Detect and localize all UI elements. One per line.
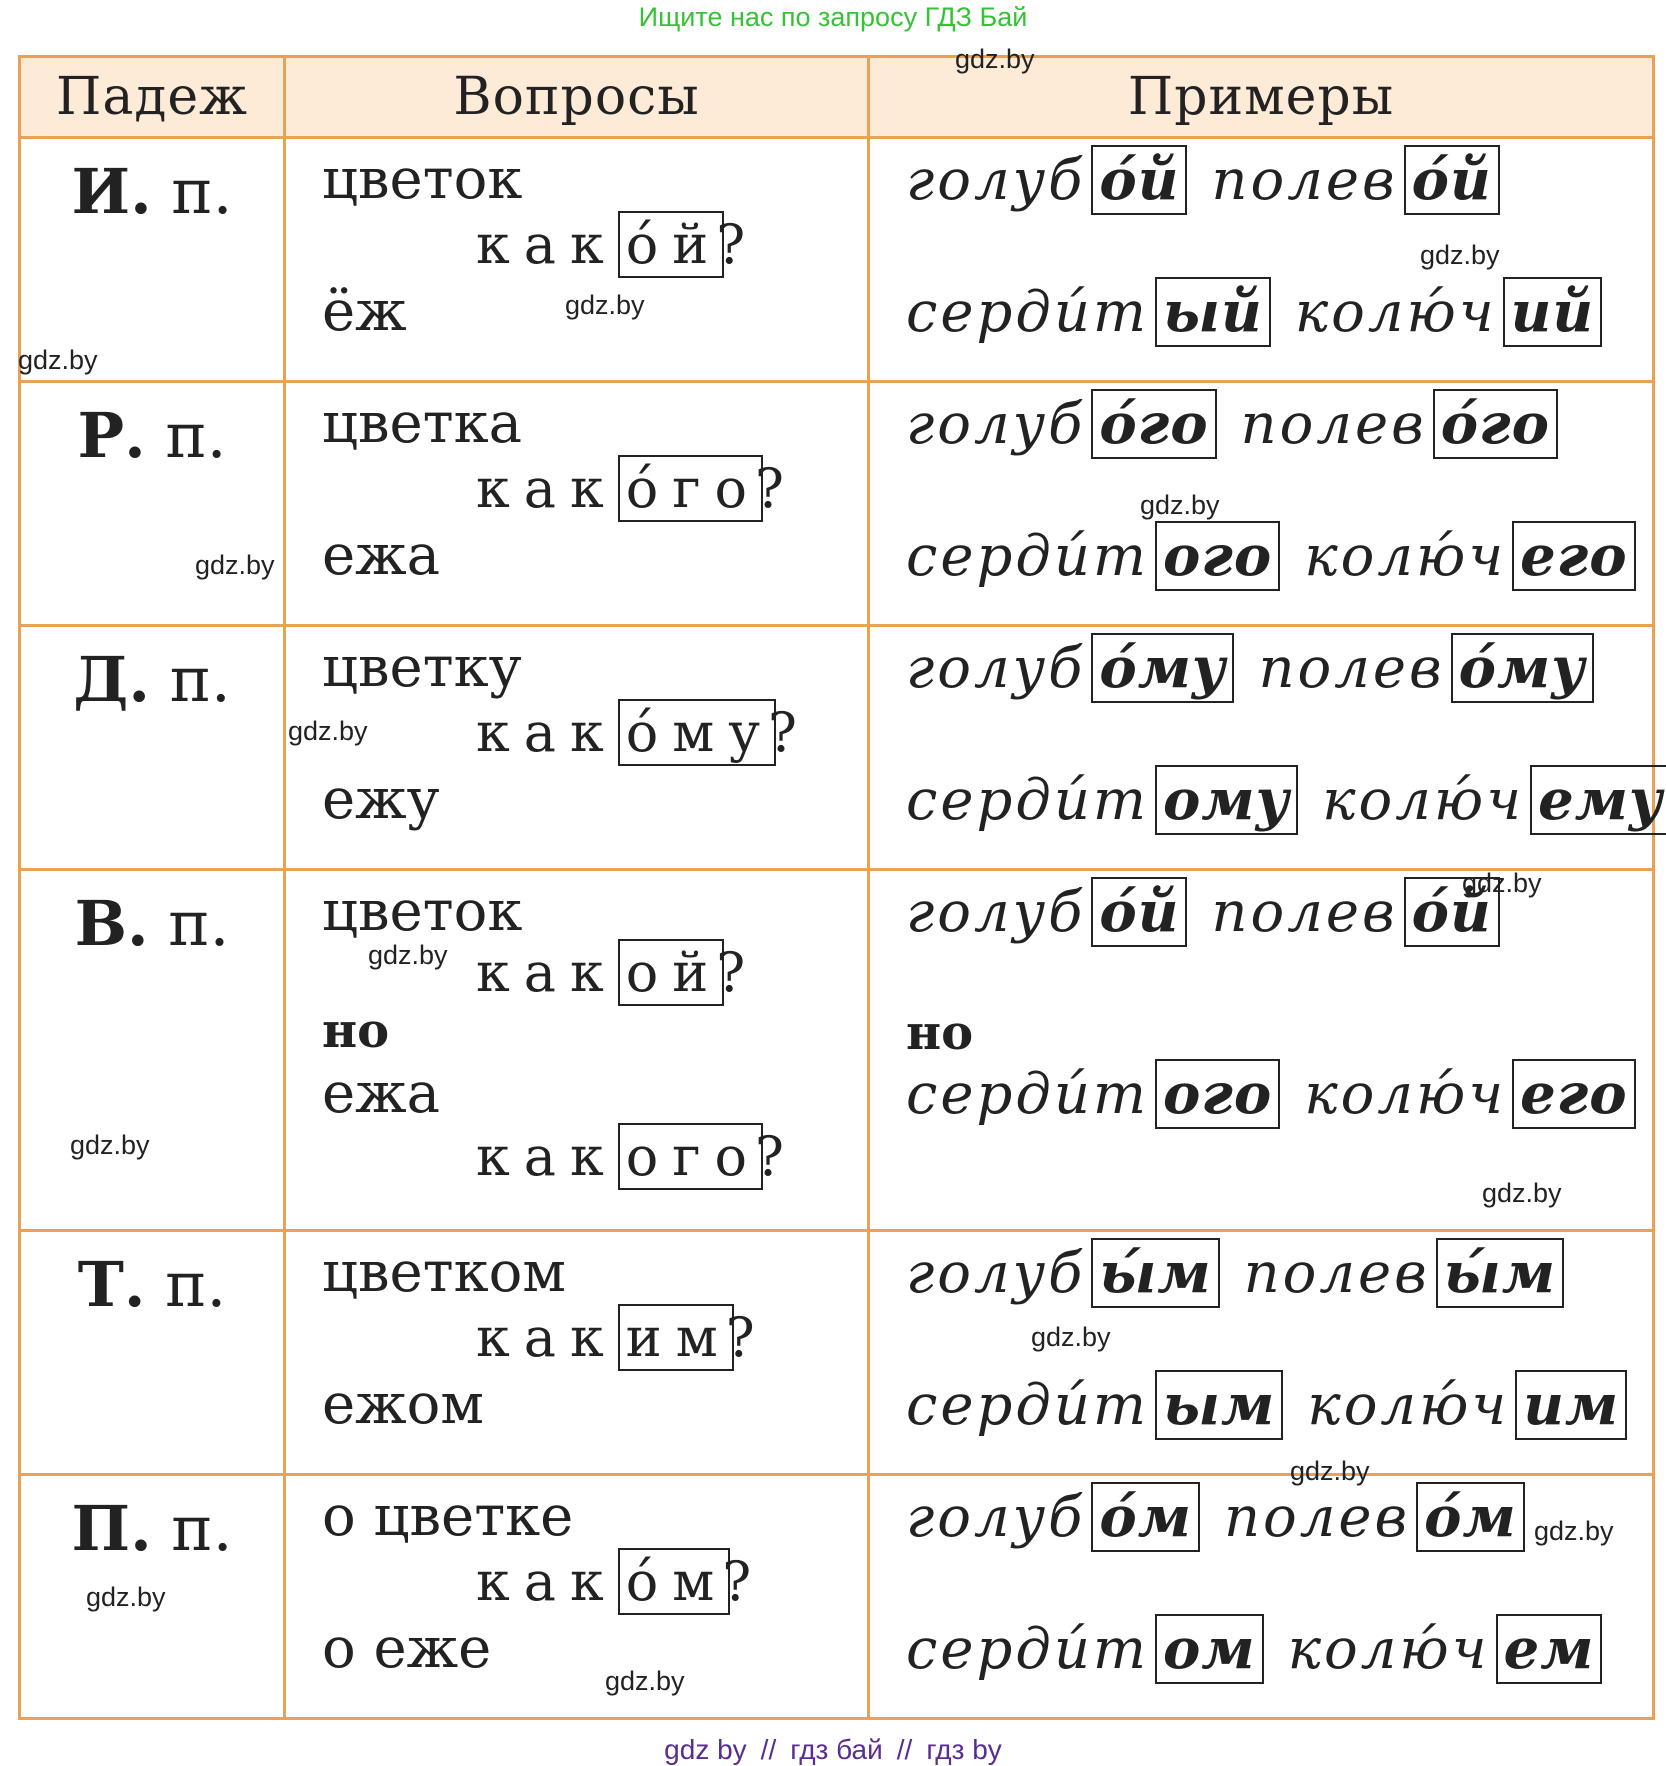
ending-box: ему [1530,765,1666,835]
case-abbr: п. [171,155,233,228]
question-word: ёж [322,279,407,344]
ending-box: о́м [618,1548,731,1615]
questions-cell [285,382,869,626]
ending-box: о́му [1091,633,1234,703]
example-stem: колю́ч [1287,1617,1490,1682]
example-stem: полев [1223,1485,1411,1550]
example-stem: серди́т [906,1373,1150,1438]
example-stem: серди́т [906,280,1150,345]
bottom-banner [0,1734,1666,1766]
header-case: Падеж [20,57,285,138]
ending-box: им [618,1304,734,1371]
question-mark: ? [722,1550,752,1613]
ending-box: им [1515,1370,1627,1440]
question-word: цветок [322,147,523,212]
watermark: gdz.by [1290,1456,1370,1486]
watermark: gdz.by [368,940,448,970]
watermark: gdz.by [955,44,1035,74]
ending-box: ого [1155,521,1280,591]
example-stem: серди́т [906,524,1150,589]
question-word: ежу [322,767,440,832]
separator: // [760,1734,777,1765]
question-ask [476,941,745,1004]
header-row [20,57,1654,138]
example-stem: колю́ч [1307,1373,1510,1438]
case-letter: И. [71,155,152,228]
question-ask [476,701,797,764]
question-word: цветком [322,1240,566,1305]
separator: // [896,1734,913,1765]
questions-cell [285,138,869,382]
example-stem: серди́т [906,768,1150,833]
example-stem: серди́т [906,1062,1150,1127]
watermark: gdz.by [1534,1516,1614,1546]
ending-box: о́й [1404,145,1500,215]
examples-cell [869,870,1654,1231]
header-examples: Примеры [869,57,1654,138]
ending-box: о́м [1416,1482,1525,1552]
ending-box: ий [1503,277,1602,347]
watermark: gdz.by [86,1582,166,1612]
example-stem: полев [1258,636,1445,701]
watermark: gdz.by [1140,490,1220,520]
table-row [20,1475,1654,1719]
questions-cell [285,1231,869,1475]
example-stem: колю́ч [1304,1062,1507,1127]
questions-cell [285,626,869,870]
question-mark: ? [755,1125,784,1188]
examples-cell [869,626,1664,870]
ask-stem: как [476,213,618,276]
bottom-link-c[interactable]: гдз by [926,1734,1002,1765]
ending-box: о́й [1091,877,1187,947]
question-ask [476,213,745,276]
contrast-word: но [322,1003,390,1059]
watermark: gdz.by [18,345,98,375]
question-mark: ? [755,457,784,520]
example-line [906,279,1626,345]
example-stem: полев [1240,392,1427,457]
ending-box: ому [1155,765,1298,835]
example-line [906,879,1524,945]
example-stem: голуб [906,636,1086,701]
bottom-link-a[interactable]: gdz by [664,1734,747,1765]
table-row [20,626,1654,870]
ask-stem: как [476,941,618,1004]
ending-box: ый [1155,277,1271,347]
ending-box: его [1512,521,1635,591]
example-line [906,1061,1660,1127]
question-mark: ? [716,941,746,1004]
ending-box: о́го [1433,389,1558,459]
table-row [20,1231,1654,1475]
ending-box: о́го [1091,389,1216,459]
watermark: gdz.by [1420,240,1500,270]
ask-stem: как [476,1550,618,1613]
contrast-word: но [906,1005,974,1061]
example-line [906,1372,1651,1438]
question-mark: ? [716,213,746,276]
example-line [906,1240,1588,1306]
ask-stem: как [476,1125,618,1188]
watermark: gdz.by [1031,1322,1111,1352]
example-line [906,767,1666,833]
example-stem: голуб [906,1485,1086,1550]
watermark: gdz.by [288,716,368,746]
question-word: ежа [322,1061,441,1126]
example-stem: колю́ч [1294,280,1497,345]
example-line [906,1616,1626,1682]
example-stem: колю́ч [1304,524,1507,589]
example-stem: голуб [906,392,1086,457]
question-word: цветку [322,635,522,700]
ending-box: ом [1155,1614,1264,1684]
example-stem: голуб [906,148,1086,213]
ending-box: ы́м [1091,1238,1219,1308]
case-cell [20,870,285,1231]
question-word: о еже [322,1616,492,1681]
questions-cell [285,1475,869,1719]
header-questions: Вопросы [285,57,869,138]
case-abbr: п. [171,1492,233,1565]
ending-box: ем [1496,1614,1603,1684]
question-ask [476,457,784,520]
case-letter: Т. [77,1248,146,1321]
ending-box: о́й [1404,877,1500,947]
case-abbr: п. [165,1248,227,1321]
ending-box: о́му [1451,633,1594,703]
case-letter: Д. [73,643,150,716]
case-letter: П. [71,1492,152,1565]
watermark: gdz.by [1482,1178,1562,1208]
example-stem: серди́т [906,1617,1150,1682]
watermark: gdz.by [1462,868,1542,898]
question-ask [476,1550,751,1613]
case-cell [20,626,285,870]
case-abbr: п. [169,643,231,716]
question-ask [476,1306,755,1369]
example-line [906,523,1660,589]
ending-box: о́му [618,699,776,766]
example-line [906,147,1524,213]
question-word: ежом [322,1372,484,1437]
question-word: ежа [322,523,441,588]
case-abbr: п. [168,887,230,960]
case-cell [20,1231,285,1475]
bottom-link-b[interactable]: гдз бай [790,1734,883,1765]
ask-stem: как [476,1306,618,1369]
ending-box: о́й [618,211,725,278]
watermark: gdz.by [565,290,645,320]
example-stem: полев [1211,148,1398,213]
case-letter: В. [74,887,149,960]
example-line [906,1484,1549,1550]
example-line [906,391,1582,457]
ending-box: ым [1155,1370,1283,1440]
example-stem: полев [1211,880,1398,945]
ending-box: ы́м [1436,1238,1564,1308]
example-stem: полев [1243,1241,1430,1306]
watermark: gdz.by [70,1130,150,1160]
example-stem: колю́ч [1322,768,1525,833]
table-row [20,382,1654,626]
watermark: gdz.by [605,1666,685,1696]
examples-cell [869,1475,1654,1719]
examples-cell [869,1231,1654,1475]
ask-stem: как [476,457,618,520]
top-banner: Ищите нас по запросу ГДЗ Бай [638,2,1028,32]
ending-box: ого [618,1123,763,1190]
case-cell [20,382,285,626]
example-line [906,635,1618,701]
question-mark: ? [768,701,797,764]
case-table [18,55,1664,1720]
case-abbr: п. [165,399,227,472]
ask-stem: как [476,701,618,764]
question-mark: ? [725,1306,755,1369]
questions-cell [285,870,869,1231]
example-stem: голуб [906,880,1086,945]
table-row [20,138,1654,382]
question-word: цветка [322,391,523,456]
question-ask [476,1125,784,1188]
ending-box: ого [1155,1059,1280,1129]
watermark: gdz.by [195,550,275,580]
ending-box: его [1512,1059,1635,1129]
question-word: цветок [322,879,523,944]
ending-box: ой [618,939,725,1006]
case-letter: Р. [77,399,146,472]
examples-cell [869,382,1654,626]
question-word: о цветке [322,1484,574,1549]
ending-box: о́м [1091,1482,1200,1552]
examples-cell [869,138,1654,382]
ending-box: о́й [1091,145,1187,215]
ending-box: о́го [618,455,763,522]
table-row [20,870,1654,1231]
example-stem: голуб [906,1241,1086,1306]
